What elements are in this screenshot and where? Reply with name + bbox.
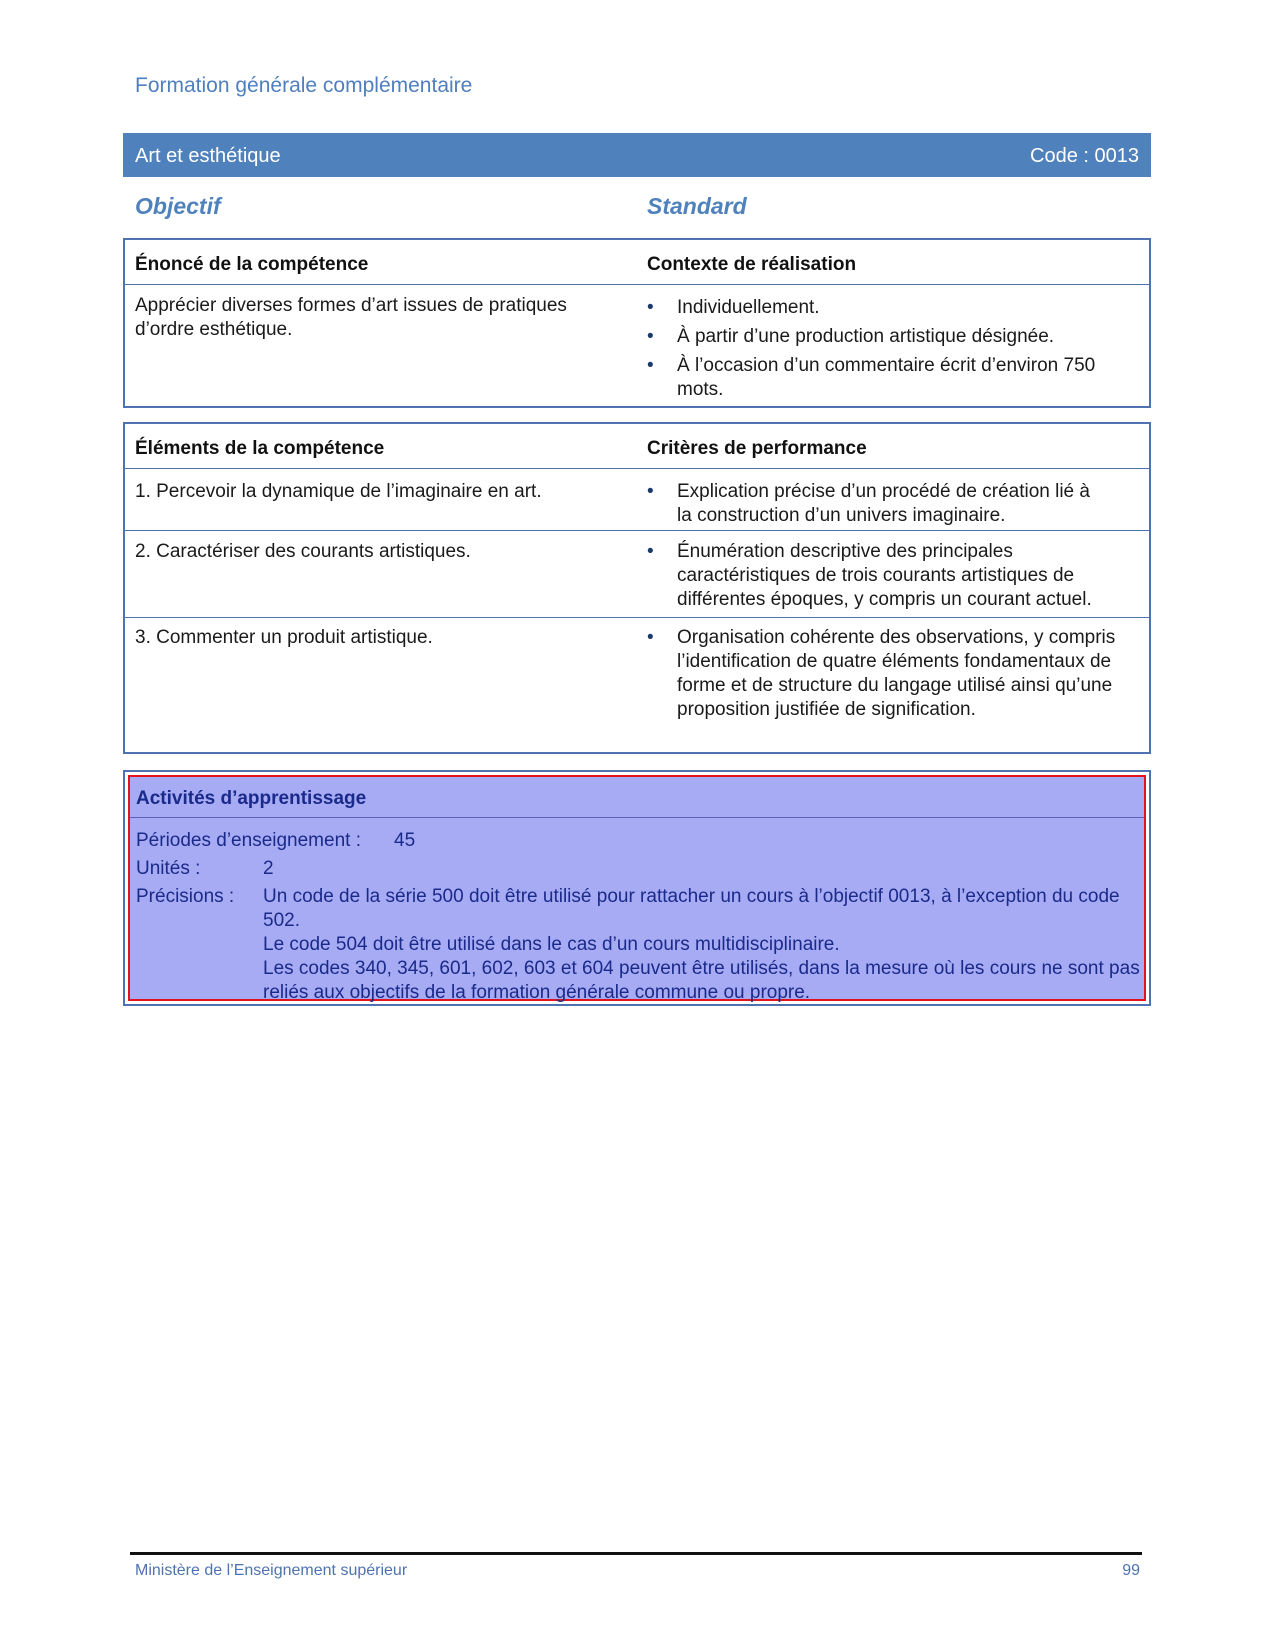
list-item: • Énumération descriptive des principales caractéristiques de trois courants artistiques de différentes époques, y compris un courant actuel. [647,540,1107,612]
contexte-header: Contexte de réalisation [647,254,857,275]
element-1: 1. Percevoir la dynamique de l’imaginaire en art. [135,481,542,502]
list-item: • Organisation cohérente des observations, y compris l’identification de quatre éléments fondamentaux de forme et de structure du langage utilisé ainsi qu’une proposition justifiée de signification. [647,626,1117,722]
course-banner [123,133,1151,177]
document-header-title: Formation générale complémentaire [135,74,473,97]
critere-list-1 [647,480,1107,533]
unites-value: 2 [263,858,274,879]
periodes-label: Périodes d’enseignement : [136,830,361,851]
table-divider [125,468,1149,469]
element-3: 3. Commenter un produit artistique. [135,627,433,648]
list-item: • Explication précise d’un procédé de création lié à la construction d’un univers imaginaire. [647,480,1107,528]
enonce-header: Énoncé de la compétence [135,254,369,275]
unites-label: Unités : [136,858,201,879]
list-item: • Individuellement. [647,296,1107,320]
table-divider [125,617,1149,618]
table-divider [125,530,1149,531]
precision-line: Le code 504 doit être utilisé dans le cas d’un cours multidisciplinaire. [263,934,840,955]
precision-line: Un code de la série 500 doit être utilisé pour rattacher un cours à l’objectif 0013, à l’exception du code 502. [263,886,1120,931]
periodes-value: 45 [394,830,416,851]
list-item: • À partir d’une production artistique désignée. [647,325,1107,349]
banner-subject: Art et esthétique [135,145,281,167]
activites-inner [128,775,1146,1001]
criteres-header: Critères de performance [647,438,867,459]
contexte-list [647,296,1107,407]
table-divider [130,817,1144,818]
footer-rule [130,1552,1142,1555]
banner-code: Code : 0013 [1030,145,1139,167]
critere-list-3 [647,626,1117,727]
activites-table [123,770,1151,1006]
section-objectif: Objectif [135,193,221,219]
table-divider [125,284,1149,285]
section-standard: Standard [647,193,747,219]
activites-header: Activités d’apprentissage [136,788,367,809]
elements-table [123,422,1151,754]
elements-header: Éléments de la compétence [135,438,385,459]
footer-ministry: Ministère de l’Enseignement supérieur [135,1562,408,1579]
precisions-label: Précisions : [136,886,235,907]
precision-line: Les codes 340, 345, 601, 602, 603 et 604 peuvent être utilisés, dans la mesure où les cours ne sont pas reliés aux objectifs de la formation générale commune ou propre. [263,958,1140,1003]
footer-page-number: 99 [1122,1562,1140,1579]
critere-list-2 [647,540,1107,617]
enonce-text: Apprécier diverses formes d’art issues de pratiques d’ordre esthétique. [135,295,567,340]
element-2: 2. Caractériser des courants artistiques. [135,541,471,562]
list-item: • À l’occasion d’un commentaire écrit d’environ 750 mots. [647,354,1107,402]
precisions-text [263,885,1143,1005]
competence-table [123,238,1151,408]
